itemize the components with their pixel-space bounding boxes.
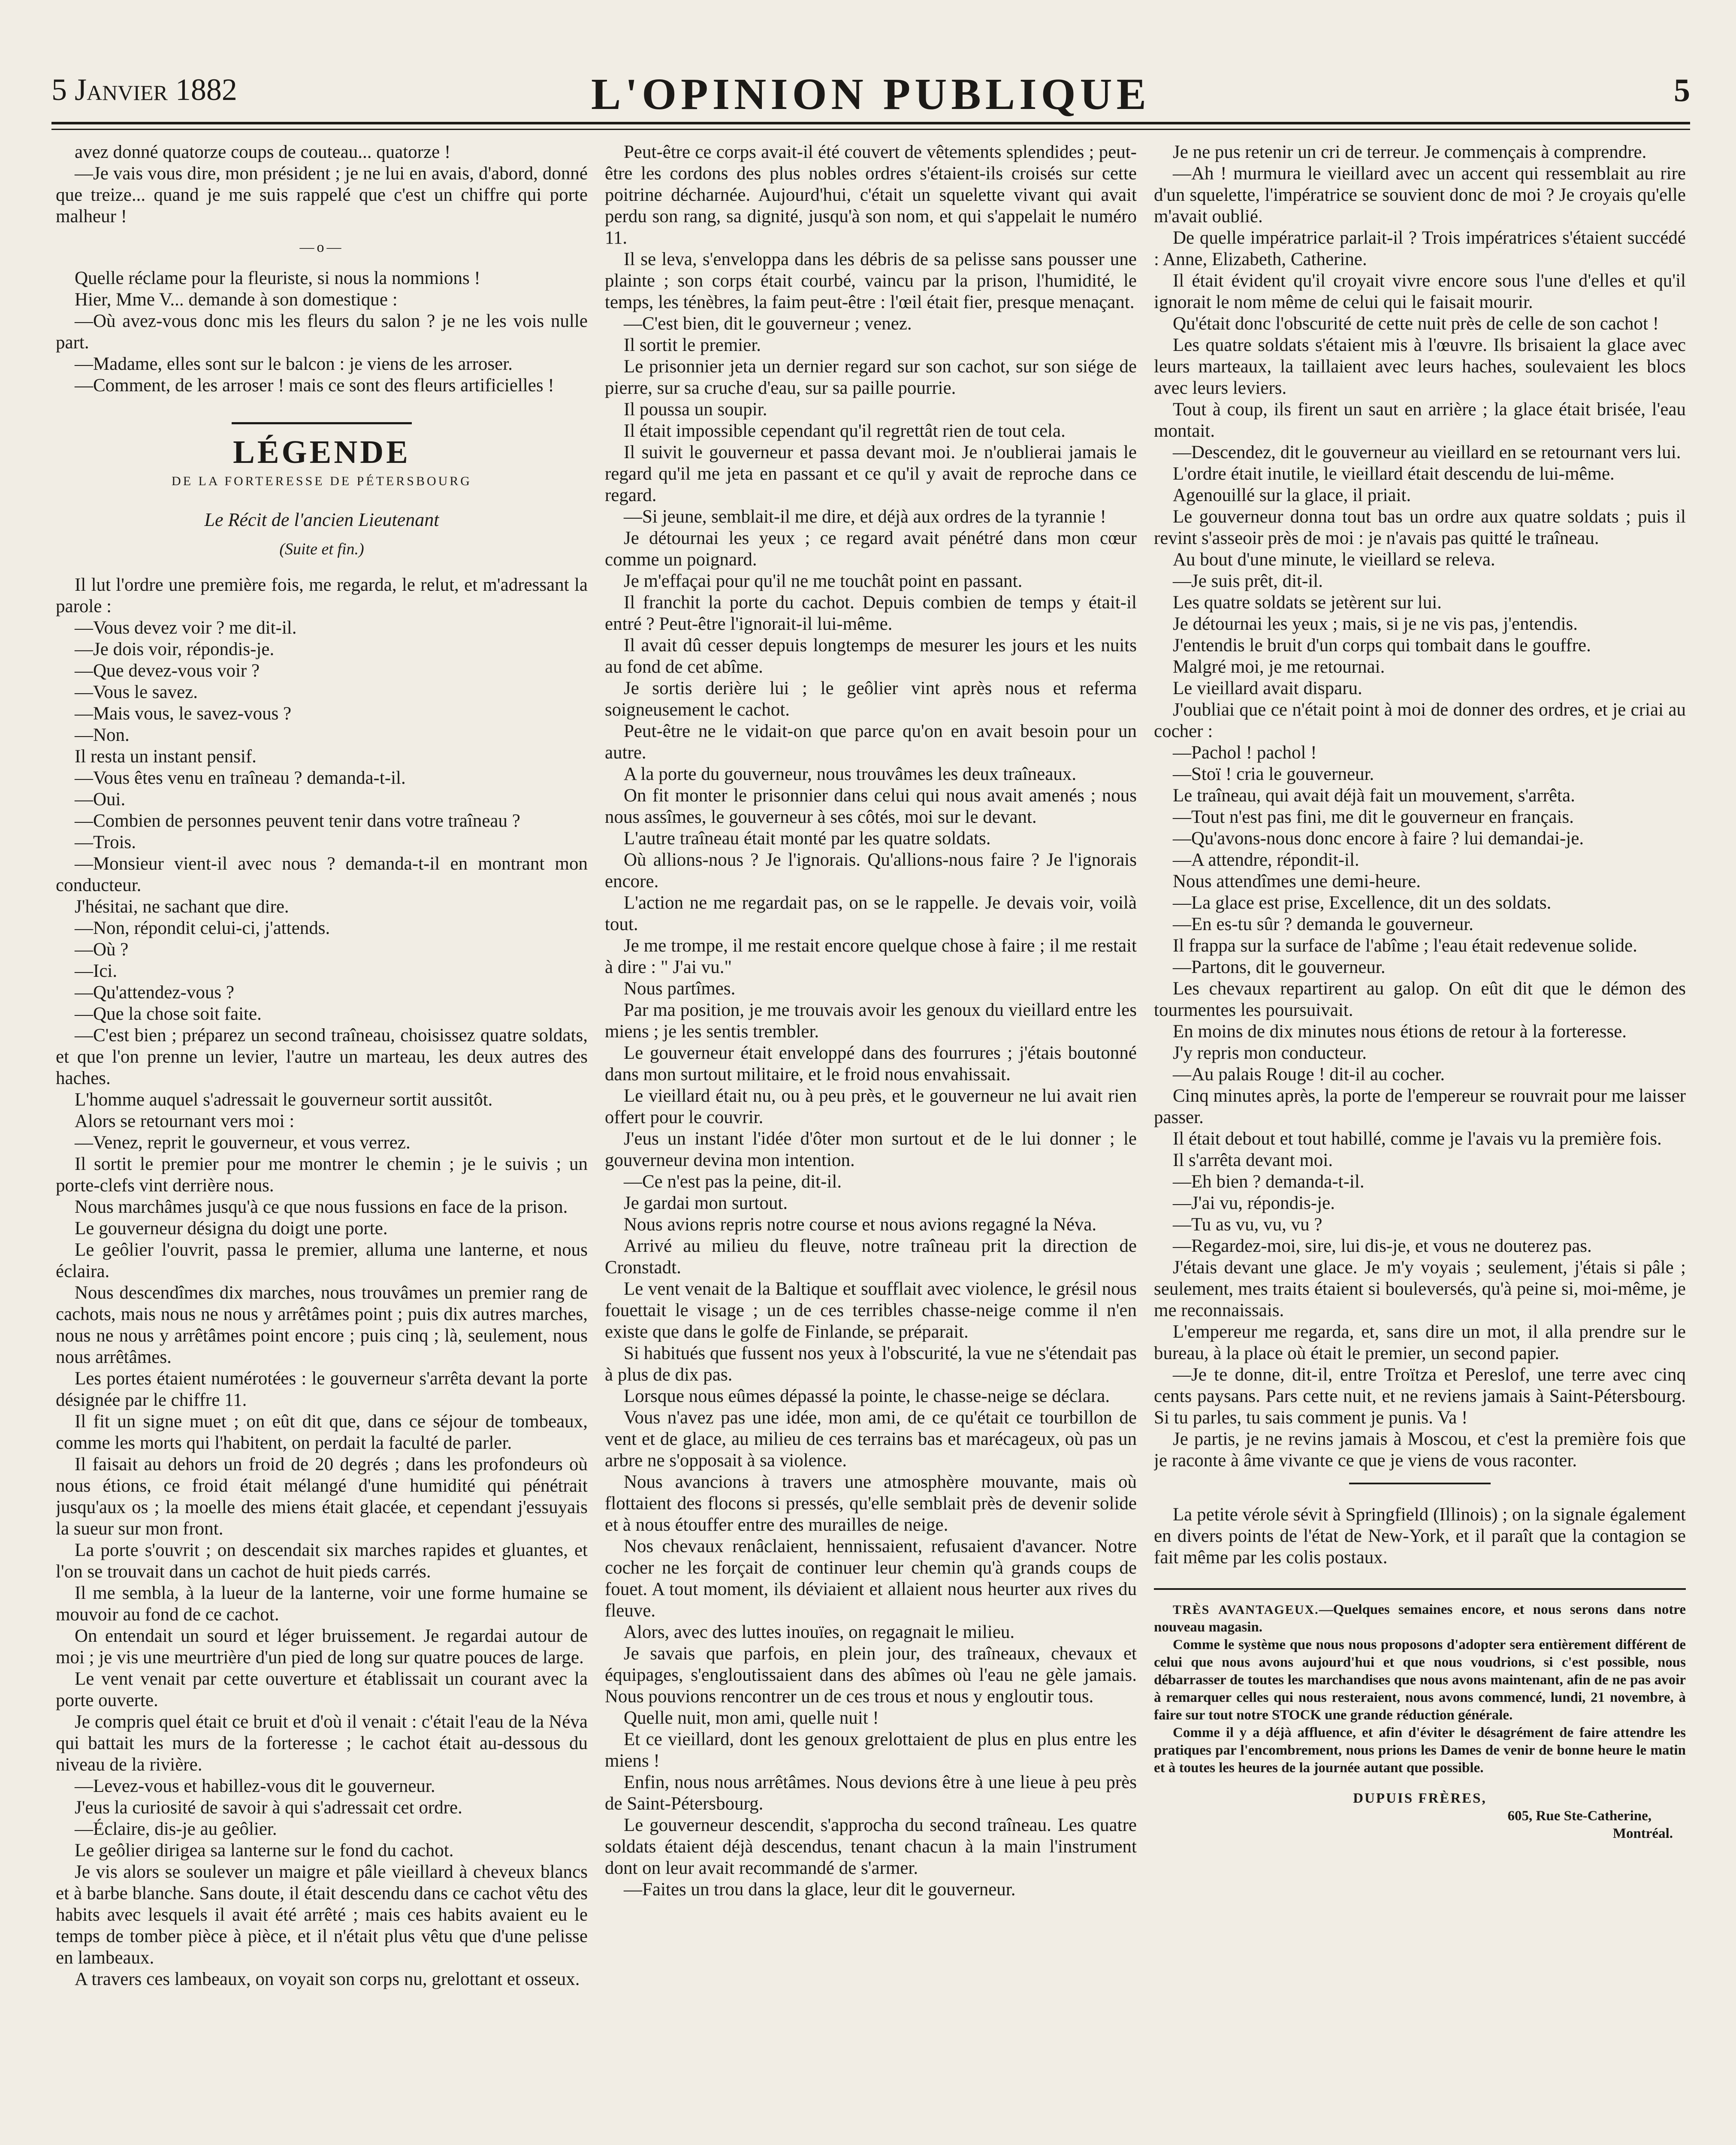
paragraph: —Combien de personnes peuvent tenir dans votre traîneau ? bbox=[75, 811, 520, 831]
paragraph: —Comment, de les arroser ! mais ce sont des fleurs artificielles ! bbox=[75, 375, 554, 396]
paragraph: —Madame, elles sont sur le balcon : je viens de les arroser. bbox=[75, 354, 513, 374]
paragraph: —Je suis prêt, dit-il. bbox=[1173, 571, 1323, 591]
paragraph: Quelle réclame pour la fleuriste, si nous la nommions ! bbox=[75, 268, 480, 288]
paragraph: —Où avez-vous donc mis les fleurs du salon ? je ne les vois nulle part. bbox=[56, 311, 588, 353]
paragraph: En moins de dix minutes nous étions de retour à la forteresse. bbox=[1173, 1021, 1627, 1042]
ad-paragraph-1: —Quelques semaines encore, et nous serons dans notre nouveau magasin. bbox=[1154, 1602, 1686, 1635]
paragraph: —Faites un trou dans la glace, leur dit le gouverneur. bbox=[624, 1879, 1016, 1900]
paragraph: Je partis, je ne revins jamais à Moscou, et c'est la première fois que je raconte à âme vivante ce que je viens de vous raconter. bbox=[1154, 1429, 1686, 1471]
paragraph: —En es-tu sûr ? demanda le gouverneur. bbox=[1173, 914, 1473, 934]
paragraph: Le gouverneur désigna du doigt une porte. bbox=[75, 1218, 388, 1239]
paragraph: Je compris quel était ce bruit et d'où il venait : c'était l'eau de la Néva qui battait les murs de la forteresse ; le cachot était au-dessous du niveau de la rivière. bbox=[56, 1712, 588, 1775]
paragraph: Vous n'avez pas une idée, mon ami, de ce qu'était ce tourbillon de vent et de glace, au milieu de ces terrains bas et marécageux, où pas un arbre ne s'opposait à sa violence. bbox=[605, 1408, 1137, 1471]
paragraph: Alors, avec des luttes inouïes, on regagnait le milieu. bbox=[624, 1622, 1015, 1642]
paragraph: —Oui. bbox=[75, 789, 126, 810]
paragraph: Et ce vieillard, dont les genoux grelottaient de plus en plus entre les miens ! bbox=[605, 1729, 1137, 1771]
paragraph: Je détournai les yeux ; mais, si je ne vis pas, j'entendis. bbox=[1173, 614, 1578, 634]
paragraph: —Tu as vu, vu, vu ? bbox=[1173, 1214, 1322, 1235]
paragraph: —Levez-vous et habillez-vous dit le gouverneur. bbox=[75, 1776, 435, 1796]
paragraph: J'hésitai, ne sachant que dire. bbox=[75, 897, 289, 917]
paragraph: —Monsieur vient-il avec nous ? demanda-t-il en montrant mon conducteur. bbox=[56, 854, 588, 895]
paragraph: Agenouillé sur la glace, il priait. bbox=[1173, 485, 1411, 505]
legend-body-part-3 bbox=[1154, 142, 1686, 1471]
ad-lead: TRÈS AVANTAGEUX. bbox=[1173, 1603, 1319, 1617]
paragraph: —Vous devez voir ? me dit-il. bbox=[75, 618, 297, 638]
section-rule bbox=[232, 422, 412, 424]
paragraph: Il lut l'ordre une première fois, me regarda, le relut, et m'adressant la parole : bbox=[56, 575, 588, 616]
column-2 bbox=[605, 142, 1137, 2145]
paragraph: —Je te donne, dit-il, entre Troïtza et Pereslof, une terre avec cinq cents paysans. Pars cette nuit, et ne reviens jamais à Saint-Pétersbourg. Si tu parles, tu sais comment je punis. Va ! bbox=[1154, 1365, 1686, 1428]
paragraph: —J'ai vu, répondis-je. bbox=[1173, 1193, 1335, 1213]
paragraph: Où allions-nous ? Je l'ignorais. Qu'allions-nous faire ? Je l'ignorais encore. bbox=[605, 850, 1137, 891]
paragraph: —Vous le savez. bbox=[75, 682, 198, 702]
paragraph: Le gouverneur donna tout bas un ordre aux quatre soldats ; puis il revint s'asseoir près de moi : je n'avais pas quitté le traîneau. bbox=[1154, 507, 1686, 548]
paragraph: Il frappa sur la surface de l'abîme ; l'eau était redevenue solide. bbox=[1173, 936, 1637, 956]
paragraph: Arrivé au milieu du fleuve, notre traîneau prit la direction de Cronstadt. bbox=[605, 1236, 1137, 1278]
paragraph: Qu'était donc l'obscurité de cette nuit près de celle de son cachot ! bbox=[1173, 314, 1659, 334]
paragraph: Je sortis derière lui ; le geôlier vint après nous et referma soigneusement le cachot. bbox=[605, 678, 1137, 720]
paragraph: J'étais devant une glace. Je m'y voyais ; seulement, j'étais si pâle ; seulement, mes traits étaient si bouleversés, qu'à peine si, moi-même, je me reconnaissais. bbox=[1154, 1257, 1686, 1320]
paragraph: —Je dois voir, répondis-je. bbox=[75, 639, 275, 659]
paragraph: La porte s'ouvrit ; on descendait six marches rapides et gluantes, et l'on se trouvait dans un cachot de huit pieds carrés. bbox=[56, 1540, 588, 1582]
paragraph: L'homme auquel s'adressait le gouverneur sortit aussitôt. bbox=[75, 1090, 493, 1110]
ad-signature: DUPUIS FRÈRES, bbox=[1353, 1791, 1487, 1806]
paragraph: —Au palais Rouge ! dit-il au cocher. bbox=[1173, 1064, 1445, 1085]
header-rule bbox=[51, 122, 1690, 124]
paragraph: —Descendez, dit le gouverneur au vieillard en se retournant vers lui. bbox=[1173, 442, 1681, 462]
paragraph: Nous avions repris notre course et nous avions regagné la Néva. bbox=[624, 1214, 1097, 1235]
masthead bbox=[51, 69, 1690, 120]
paragraph: Peut-être ne le vidait-on que parce qu'on en avait besoin pour un autre. bbox=[605, 721, 1137, 763]
section-rule bbox=[1349, 1483, 1491, 1484]
paragraph: J'eus un instant l'idée d'ôter mon surtout et de le lui donner ; le gouverneur devina mon intention. bbox=[605, 1129, 1137, 1170]
paragraph: Je savais que parfois, en plein jour, des traîneaux, chevaux et équipages, s'engloutissaient dans des abîmes où l'eau ne gèle jamais. Nous pouvions rencontrer un de ces trous et nous y engloutir tous. bbox=[605, 1643, 1137, 1707]
paragraph: Le gouverneur descendit, s'approcha du second traîneau. Les quatre soldats étaient déjà descendus, tenant chacun à la main l'instrument dont on leur avait recommandé de s'armer. bbox=[605, 1815, 1137, 1878]
paragraph: —Regardez-moi, sire, lui dis-je, et vous ne douterez pas. bbox=[1173, 1236, 1592, 1256]
paragraph: Je ne pus retenir un cri de terreur. Je commençais à comprendre. bbox=[1173, 142, 1647, 162]
ad-address: 605, Rue Ste-Catherine, bbox=[1507, 1808, 1651, 1824]
paragraph: —Eh bien ? demanda-t-il. bbox=[1173, 1172, 1365, 1192]
paragraph: Hier, Mme V... demande à son domestique : bbox=[75, 290, 398, 310]
page-number: 5 bbox=[1674, 73, 1690, 109]
paragraph: Je me trompe, il me restait encore quelque chose à faire ; il me restait à dire : " J'ai vu." bbox=[605, 936, 1137, 977]
brief-anecdote bbox=[56, 268, 588, 396]
paragraph: J'oubliai que ce n'était point à moi de donner des ordres, et je criai au cocher : bbox=[1154, 700, 1686, 741]
advertisement bbox=[1154, 1601, 1686, 1843]
ad-paragraph-2: Comme le système que nous nous proposons d'adopter sera entièrement différent de celui que nous avons aujourd'hui et que nous voudrions, si c'est possible, nous débarrasser de toutes les marchandises que nous avons maintenant, afin de ne pas avoir à remarquer celles qui nous resteraient, nous avons commencé, lundi, 21 novembre, à faire sur tout notre STOCK une grande réduction générale. bbox=[1154, 1637, 1686, 1723]
paragraph: —Qu'avons-nous donc encore à faire ? lui demandai-je. bbox=[1173, 828, 1584, 849]
paragraph: Il était évident qu'il croyait vivre encore sous l'une d'elles et qu'il ignorait le nom même de celui qui le faisait mourir. bbox=[1154, 271, 1686, 312]
paragraph: J'eus la curiosité de savoir à qui s'adressait cet ordre. bbox=[75, 1798, 462, 1818]
paragraph: —Éclaire, dis-je au geôlier. bbox=[75, 1819, 277, 1839]
paragraph: —Pachol ! pachol ! bbox=[1173, 743, 1317, 763]
paragraph: —Non. bbox=[75, 725, 130, 745]
paragraph: Quelle nuit, mon ami, quelle nuit ! bbox=[624, 1708, 879, 1728]
advertisement-rule bbox=[1154, 1588, 1686, 1590]
separator: —o— bbox=[299, 239, 344, 255]
paragraph: J'y repris mon conducteur. bbox=[1173, 1043, 1367, 1063]
paragraph: Les chevaux repartirent au galop. On eût dit que le démon des tourmentes les poursuivait. bbox=[1154, 979, 1686, 1020]
paragraph: Nous avancions à travers une atmosphère mouvante, mais où flottaient des flocons si pressés, qu'elle semblait près de devenir solide et à nous étouffer entre des murailles de neige. bbox=[605, 1472, 1137, 1535]
paragraph: Nous attendîmes une demi-heure. bbox=[1173, 871, 1421, 891]
paragraph: Il s'arrêta devant moi. bbox=[1173, 1150, 1333, 1170]
paragraph: Il se leva, s'enveloppa dans les débris de sa pelisse sans pousser une plainte ; son corps était courbé, vaincu par la prison, l'humidité, le temps, les ténèbres, la faim peut-être : l'œil était fier, presque menaçant. bbox=[605, 249, 1137, 312]
paragraph: Cinq minutes après, la porte de l'empereur se rouvrait pour me laisser passer. bbox=[1154, 1086, 1686, 1127]
legend-body-part-2 bbox=[605, 142, 1137, 1900]
paragraph: J'entendis le bruit d'un corps qui tombait dans le gouffre. bbox=[1173, 635, 1591, 656]
paragraph: Il avait dû cesser depuis longtemps de mesurer les jours et les nuits au fond de cet abîme. bbox=[605, 635, 1137, 677]
paragraph: Je gardai mon surtout. bbox=[624, 1193, 788, 1213]
paragraph: —La glace est prise, Excellence, dit un des soldats. bbox=[1173, 893, 1552, 913]
paragraph: L'action ne me regardait pas, on se le rappelle. Je devais voir, voilà tout. bbox=[605, 893, 1137, 934]
paragraph: Les quatre soldats s'étaient mis à l'œuvre. Ils brisaient la glace avec leurs marteaux, la taillaient avec leurs haches, soulevaient les blocs avec leurs leviers. bbox=[1154, 335, 1686, 398]
header-rule-thin bbox=[51, 129, 1690, 130]
paragraph: Il fit un signe muet ; on eût dit que, dans ce séjour de tombeaux, comme les morts qui l'habitent, on perdait la faculté de parler. bbox=[56, 1411, 588, 1453]
paragraph: —Trois. bbox=[75, 832, 136, 852]
paragraph: Il sortit le premier. bbox=[624, 335, 761, 355]
paragraph: —Tout n'est pas fini, me dit le gouverneur en français. bbox=[1173, 807, 1574, 827]
paragraph: Tout à coup, ils firent un saut en arrière ; la glace était brisée, l'eau montait. bbox=[1154, 399, 1686, 441]
paragraph: A la porte du gouverneur, nous trouvâmes les deux traîneaux. bbox=[624, 764, 1077, 784]
legend-subsubtitle: Le Récit de l'ancien Lieutenant bbox=[204, 509, 439, 530]
paragraph: Au bout d'une minute, le vieillard se releva. bbox=[1173, 550, 1495, 570]
paragraph: A travers ces lambeaux, on voyait son corps nu, grelottant et osseux. bbox=[75, 1969, 580, 1989]
paragraph: Malgré moi, je me retournai. bbox=[1173, 657, 1385, 677]
paragraph: On entendait un sourd et léger bruissement. Je regardai autour de moi ; je vis une meurtrière d'un pied de long sur quatre pouces de large. bbox=[56, 1626, 588, 1668]
paragraph: Le vieillard avait disparu. bbox=[1173, 678, 1362, 698]
opening-paragraphs bbox=[56, 142, 588, 227]
ad-city: Montréal. bbox=[1612, 1826, 1673, 1841]
paragraph: —Mais vous, le savez-vous ? bbox=[75, 704, 292, 724]
paragraph: De quelle impératrice parlait-il ? Trois impératrices s'étaient succédé : Anne, Elizabeth, Catherine. bbox=[1154, 228, 1686, 269]
paragraph: —Ici. bbox=[75, 961, 118, 981]
paragraph: —Que la chose soit faite. bbox=[75, 1004, 262, 1024]
paragraph: Le vieillard était nu, ou à peu près, et le gouverneur ne lui avait rien offert pour le couvrir. bbox=[605, 1086, 1137, 1127]
paragraph: Les quatre soldats se jetèrent sur lui. bbox=[1173, 592, 1442, 613]
paragraph: avez donné quatorze coups de couteau... quatorze ! bbox=[75, 142, 451, 162]
paragraph: —Non, répondit celui-ci, j'attends. bbox=[75, 918, 330, 938]
paragraph: Il me sembla, à la lueur de la lanterne, voir une forme humaine se mouvoir au fond de ce cachot. bbox=[56, 1583, 588, 1625]
paragraph: Il suivit le gouverneur et passa devant moi. Je n'oublierai jamais le regard qu'il me jeta en passant et ce qu'il y avait de reproche dans ce regard. bbox=[605, 442, 1137, 505]
paragraph: L'autre traîneau était monté par les quatre soldats. bbox=[624, 828, 991, 849]
paragraph: Peut-être ce corps avait-il été couvert de vêtements splendides ; peut-être les cordons des plus nobles ordres s'étaient-ils croisés sur cette poitrine décharnée. Aujourd'hui, c'était un squelette vivant qui avait perdu son rang, sa dignité, jusqu'à son nom, et qui s'appelait le numéro 11. bbox=[605, 142, 1137, 248]
paragraph: Enfin, nous nous arrêtâmes. Nous devions être à une lieue à peu près de Saint-Pétersbourg. bbox=[605, 1772, 1137, 1814]
paragraph: —Venez, reprit le gouverneur, et vous verrez. bbox=[75, 1133, 411, 1153]
paragraph: —Je vais vous dire, mon président ; je ne lui en avais, d'abord, donné que treize... quand je me suis rappelé que c'est un chiffre qui porte malheur ! bbox=[56, 163, 588, 227]
paragraph: Nous marchâmes jusqu'à ce que nous fussions en face de la prison. bbox=[75, 1197, 568, 1217]
legend-note: (Suite et fin.) bbox=[279, 540, 364, 558]
paragraph: Le vent venait de la Baltique et soufflait avec violence, le grésil nous fouettait le visage ; un de ces terribles chasse-neige comme il n'en existe que dans le golfe de Finlande, se préparait. bbox=[605, 1279, 1137, 1342]
ad-paragraph-3: Comme il y a déjà affluence, et afin d'éviter le désagrément de faire attendre les pratiques par l'encombrement, nous prions les Dames de venir de bonne heure le matin et à toutes les heures de la journée autant que possible. bbox=[1154, 1725, 1686, 1776]
column-3 bbox=[1154, 142, 1686, 2145]
paragraph: —Stoï ! cria le gouverneur. bbox=[1173, 764, 1374, 784]
paragraph: L'empereur me regarda, et, sans dire un mot, il alla prendre sur le bureau, à la place où était le premier, un second papier. bbox=[1154, 1322, 1686, 1363]
paragraph: Nous descendîmes dix marches, nous trouvâmes un premier rang de cachots, mais nous ne nous y arrêtâmes point ; puis dix autres marches, nous ne nous y arrêtâmes point encore ; puis cinq ; là, seulement, nous nous arrêtâmes. bbox=[56, 1283, 588, 1367]
paragraph: Il sortit le premier pour me montrer le chemin ; je le suivis ; un porte-clefs vint derrière nous. bbox=[56, 1154, 588, 1196]
paragraph: Il resta un instant pensif. bbox=[75, 746, 257, 767]
paragraph: Nous partîmes. bbox=[624, 979, 736, 999]
paragraph: Les portes étaient numérotées : le gouverneur s'arrêta devant la porte désignée par le chiffre 11. bbox=[56, 1369, 588, 1410]
paragraph: —A attendre, répondit-il. bbox=[1173, 850, 1359, 870]
paragraph: Lorsque nous eûmes dépassé la pointe, le chasse-neige se déclara. bbox=[624, 1386, 1110, 1406]
paragraph: —Vous êtes venu en traîneau ? demanda-t-il. bbox=[75, 768, 406, 788]
paragraph: Le prisonnier jeta un dernier regard sur son cachot, sur son siége de pierre, sur sa cruche d'eau, sur sa paille pourrie. bbox=[605, 356, 1137, 398]
paragraph: Si habitués que fussent nos yeux à l'obscurité, la vue ne s'étendait pas à plus de dix pas. bbox=[605, 1343, 1137, 1385]
legend-title: LÉGENDE bbox=[233, 434, 411, 470]
paragraph: —Qu'attendez-vous ? bbox=[75, 982, 234, 1003]
paragraph: —Que devez-vous voir ? bbox=[75, 661, 260, 681]
paragraph: Le vent venait par cette ouverture et établissait un courant avec la porte ouverte. bbox=[56, 1669, 588, 1710]
column-1 bbox=[56, 142, 588, 2145]
paragraph: Nos chevaux renâclaient, hennissaient, refusaient d'avancer. Notre cocher ne les forçait de continuer leur chemin qu'à grands coups de fouet. A tout moment, ils déviaient et allaient nous heurter aux rives du fleuve. bbox=[605, 1536, 1137, 1621]
legend-subtitle: DE LA FORTERESSE DE PÉTERSBOURG bbox=[172, 474, 472, 488]
news-item: La petite vérole sévit à Springfield (Illinois) ; on la signale également en divers points de l'état de New-York, et il paraît que la contagion se fait même par les colis postaux. bbox=[1154, 1505, 1686, 1568]
paragraph: —Ah ! murmura le vieillard avec un accent qui ressemblait au rire d'un squelette, l'impératrice se souvient donc de moi ? Je croyais qu'elle m'avait oublié. bbox=[1154, 163, 1686, 227]
paragraph: —C'est bien ; préparez un second traîneau, choisissez quatre soldats, et que l'on prenne un levier, l'autre un marteau, les deux autres des haches. bbox=[56, 1025, 588, 1088]
paragraph: Alors se retournant vers moi : bbox=[75, 1111, 295, 1131]
paragraph: Le geôlier dirigea sa lanterne sur le fond du cachot. bbox=[75, 1840, 454, 1861]
issue-date: 5 Janvier 1882 bbox=[51, 73, 237, 107]
paragraph: Il franchit la porte du cachot. Depuis combien de temps y était-il entré ? Peut-être l'ignorait-il lui-même. bbox=[605, 592, 1137, 634]
newspaper-title: L'OPINION PUBLIQUE bbox=[591, 69, 1150, 119]
paragraph: Par ma position, je me trouvais avoir les genoux du vieillard entre les miens ; je les sentis trembler. bbox=[605, 1000, 1137, 1042]
paragraph: —Partons, dit le gouverneur. bbox=[1173, 957, 1386, 977]
paragraph: Il poussa un soupir. bbox=[624, 399, 767, 420]
paragraph: Il faisait au dehors un froid de 20 degrés ; dans les profondeurs où nous étions, ce froid était mélangé d'une humidité qui pénétrait jusqu'aux os ; la moelle des miens était glacée, et cependant j'essuyais la sueur sur mon front. bbox=[56, 1454, 588, 1539]
paragraph: Le gouverneur était enveloppé dans des fourrures ; j'étais boutonné dans mon surtout militaire, et le froid nous envahissait. bbox=[605, 1043, 1137, 1085]
paragraph: Je vis alors se soulever un maigre et pâle vieillard à cheveux blancs et à barbe blanche. Sans doute, il était descendu dans ce cachot vêtu des habits avec lesquels il avait été arrêté ; mais ces habits avaient eu le temps de tomber pièce à pièce, et il n'était plus vêtu que d'une pelisse en lambeaux. bbox=[56, 1862, 588, 1968]
paragraph: Il était debout et tout habillé, comme je l'avais vu la première fois. bbox=[1173, 1129, 1662, 1149]
paragraph: —Ce n'est pas la peine, dit-il. bbox=[624, 1172, 842, 1192]
paragraph: Je détournai les yeux ; ce regard avait pénétré dans mon cœur comme un poignard. bbox=[605, 528, 1137, 570]
paragraph: L'ordre était inutile, le vieillard était descendu de lui-même. bbox=[1173, 464, 1615, 484]
paragraph: On fit monter le prisonnier dans celui qui nous avait amenés ; nous nous assîmes, le gouverneur à ses côtés, moi sur le devant. bbox=[605, 785, 1137, 827]
paragraph: Le geôlier l'ouvrit, passa le premier, alluma une lanterne, et nous éclaira. bbox=[56, 1240, 588, 1281]
paragraph: Je m'effaçai pour qu'il ne me touchât point en passant. bbox=[624, 571, 1023, 591]
paragraph: Il était impossible cependant qu'il regrettât rien de tout cela. bbox=[624, 421, 1066, 441]
paragraph: —Où ? bbox=[75, 940, 129, 960]
paragraph: —Si jeune, semblait-il me dire, et déjà aux ordres de la tyrannie ! bbox=[624, 507, 1106, 527]
paragraph: Le traîneau, qui avait déjà fait un mouvement, s'arrêta. bbox=[1173, 785, 1575, 806]
paragraph: —C'est bien, dit le gouverneur ; venez. bbox=[624, 314, 912, 334]
legend-body-part-1 bbox=[56, 574, 588, 1990]
